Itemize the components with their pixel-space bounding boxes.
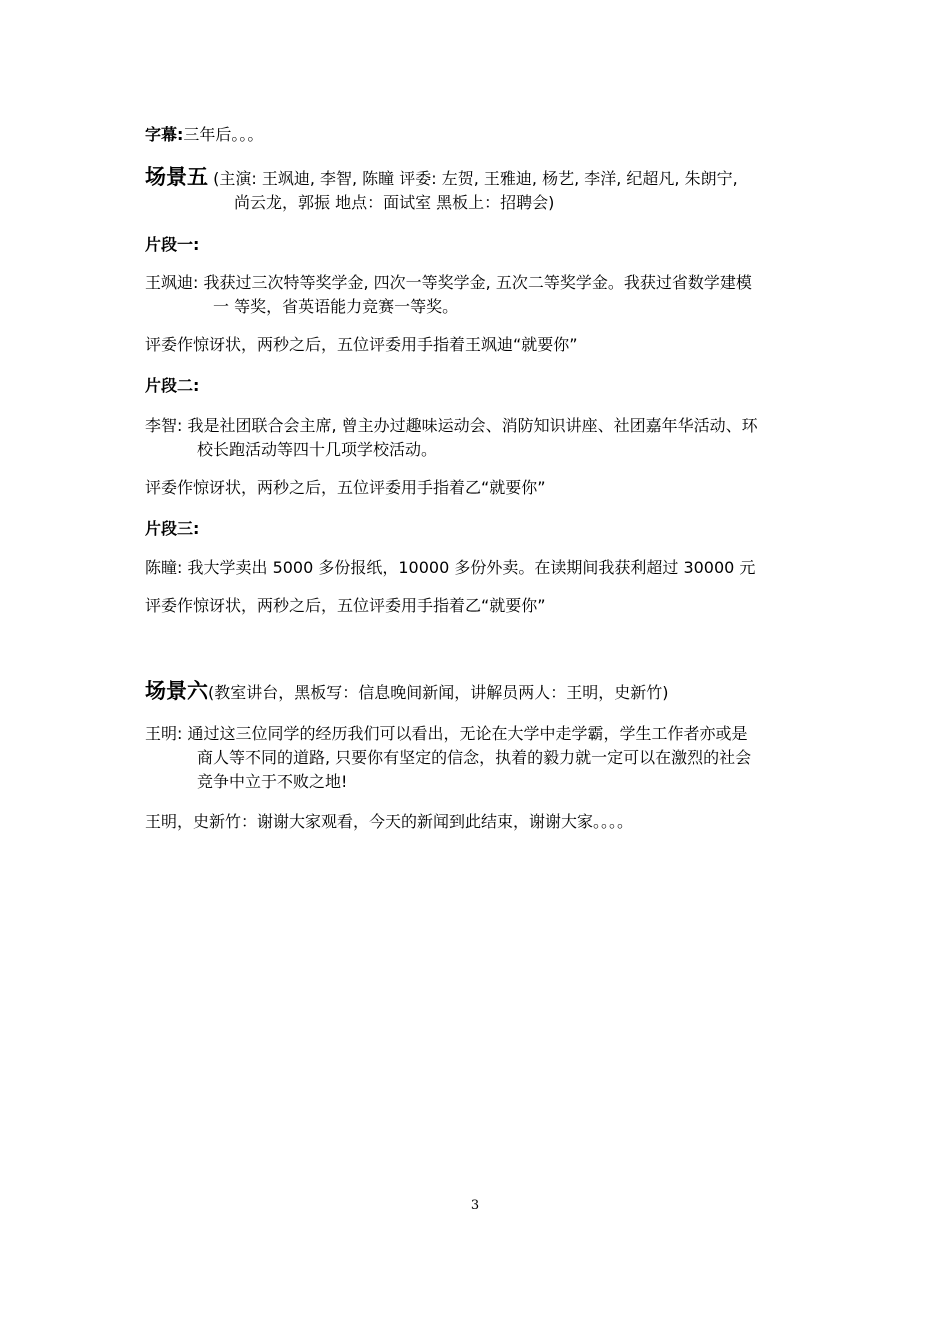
segment3-speech-line1: 陈瞳: 我大学卖出 5000 多份报纸，10000 多份外卖。在读期间我获利超过 30000 元 xyxy=(145,558,756,577)
scene5-title: 场景五 xyxy=(145,165,208,189)
segment2-heading: 片段二: xyxy=(145,376,200,395)
caption-line xyxy=(145,124,263,146)
segment2-speech-line1: 李智: 我是社团联合会主席, 曾主办过趣味运动会、消防知识讲座、社团嘉年华活动、环 xyxy=(145,416,758,435)
segment1-speech-line2: 一 等奖，省英语能力竞赛一等奖。 xyxy=(213,297,459,316)
scene6-title: 场景六 xyxy=(145,679,208,703)
caption-label: 字幕: xyxy=(145,125,184,144)
segment1-reaction: 评委作惊讶状，两秒之后，五位评委用手指着王飒迪“就要你” xyxy=(145,335,578,354)
scene6-speech-line3: 竞争中立于不败之地! xyxy=(197,772,348,791)
segment2-speech-line2: 校长跑活动等四十几项学校活动。 xyxy=(197,440,438,459)
segment1-heading: 片段一: xyxy=(145,235,200,254)
scene5-info-line1: (主演: 王飒迪, 李智, 陈瞳 评委: 左贺, 王雅迪, 杨艺, 李洋, 纪超凡, 朱朗宁, xyxy=(213,169,738,188)
caption-text: 三年后。。。 xyxy=(183,125,264,144)
scene6-closing: 王明，史新竹：谢谢大家观看，今天的新闻到此结束，谢谢大家。。。。 xyxy=(145,812,634,831)
segment2-reaction: 评委作惊讶状，两秒之后，五位评委用手指着乙“就要你” xyxy=(145,478,546,497)
scene6-speech-line2: 商人等不同的道路, 只要你有坚定的信念，执着的毅力就一定可以在激烈的社会 xyxy=(197,748,752,767)
scene6-info: (教室讲台，黑板写：信息晚间新闻，讲解员两人：王明，史新竹) xyxy=(208,683,669,702)
page-number: 3 xyxy=(470,1198,480,1213)
segment1-speech-line1: 王飒迪: 我获过三次特等奖学金, 四次一等奖学金, 五次二等奖学金。我获过省数学建模 xyxy=(145,273,752,292)
scene5-info-line2: 尚云龙，郭振 地点：面试室 黑板上：招聘会) xyxy=(234,193,555,212)
scene6-speech-line1: 王明: 通过这三位同学的经历我们可以看出，无论在大学中走学霸，学生工作者亦或是 xyxy=(145,724,748,743)
segment3-heading: 片段三: xyxy=(145,519,200,538)
scene5-header xyxy=(145,166,738,190)
segment3-reaction: 评委作惊讶状，两秒之后，五位评委用手指着乙“就要你” xyxy=(145,596,546,615)
scene6-header xyxy=(145,680,669,704)
